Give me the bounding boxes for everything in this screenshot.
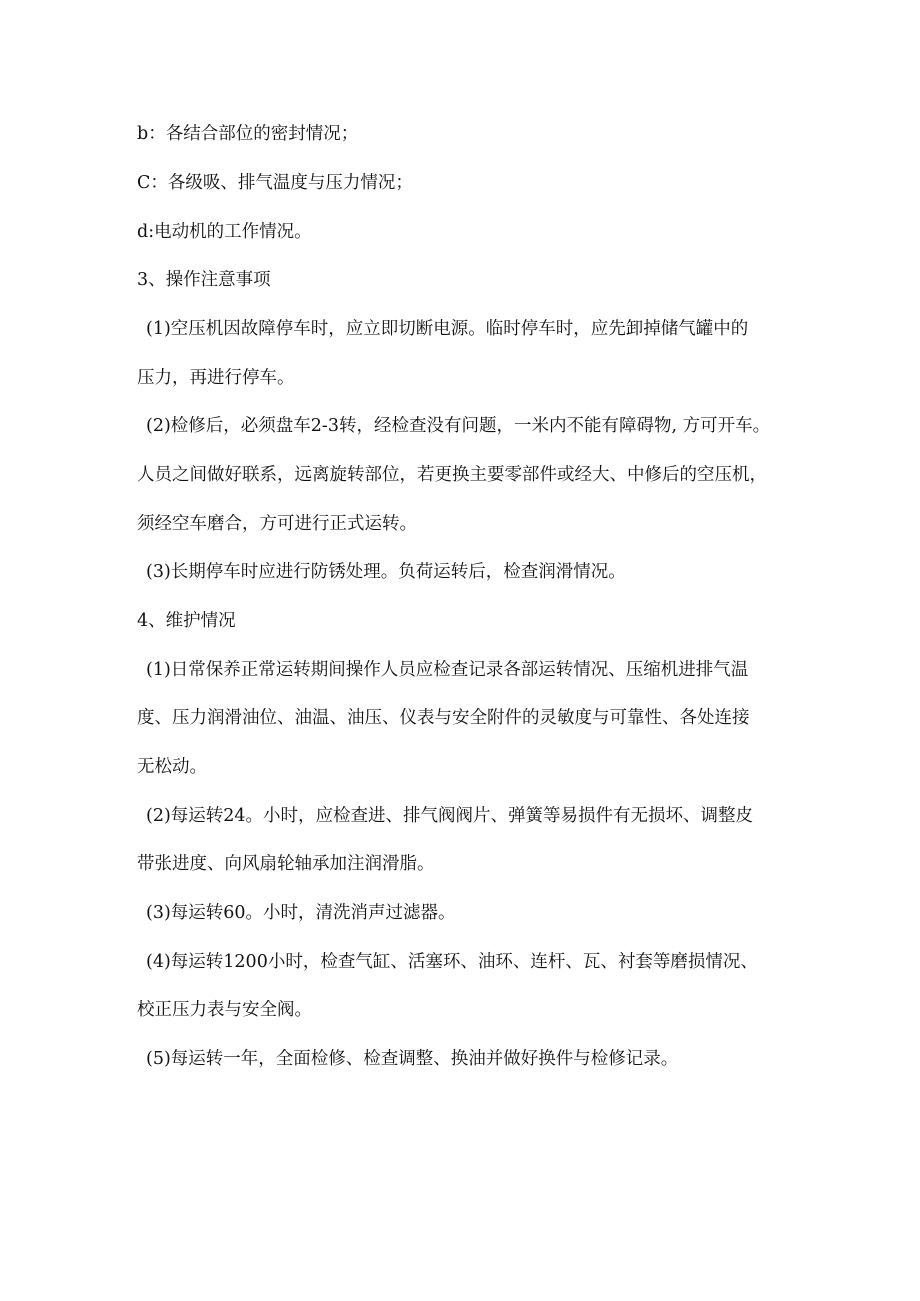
- paragraph-2-line-2: 人员之间做好联系，远离旋转部位，若更换主要零部件或经大、中修后的空压机，: [137, 465, 767, 485]
- paragraph-2-line-3: 须经空车磨合，方可进行正式运转。: [137, 514, 417, 534]
- item-c-temperature-pressure: C：各级吸、排气温度与压力情况；: [137, 173, 413, 193]
- maintenance-5: (5)每运转一年，全面检修、检查调整、换油并做好换件与检修记录。: [146, 1049, 679, 1069]
- section-heading-maintenance: 4、维护情况: [137, 611, 236, 631]
- item-b-seal-check: b：各结合部位的密封情况；: [137, 124, 359, 144]
- paragraph-2-line-1: (2)检修后，必须盘车2-3转，经检查没有问题，一米内不能有障碍物, 方可开车。: [146, 416, 771, 436]
- maintenance-2-line-2: 带张进度、向风扇轮轴承加注润滑脂。: [137, 854, 435, 874]
- maintenance-4-line-2: 校正压力表与安全阀。: [137, 1000, 312, 1020]
- maintenance-2-line-1: (2)每运转24。小时，应检查进、排气阀阀片、弹簧等易损件有无损坏、调整皮: [146, 806, 754, 826]
- maintenance-1-line-2: 度、压力润滑油位、油温、油压、仪表与安全附件的灵敏度与可靠性、各处连接: [137, 708, 750, 728]
- paragraph-1-line-2: 压力，再进行停车。: [137, 368, 295, 388]
- maintenance-4-line-1: (4)每运转1200小时，检查气缸、活塞环、油环、连杆、瓦、衬套等磨损情况、: [146, 952, 758, 972]
- maintenance-1-line-3: 无松动。: [137, 757, 207, 777]
- section-heading-operation-notes: 3、操作注意事项: [137, 270, 271, 290]
- paragraph-1-line-1: (1)空压机因故障停车时，应立即切断电源。临时停车时，应先卸掉储气罐中的: [146, 319, 749, 339]
- maintenance-3: (3)每运转60。小时，清洗消声过滤器。: [146, 903, 456, 923]
- maintenance-1-line-1: (1)日常保养正常运转期间操作人员应检查记录各部运转情况、压缩机进排气温: [146, 660, 749, 680]
- paragraph-3: (3)长期停车时应进行防锈处理。负荷运转后，检查润滑情况。: [146, 562, 626, 582]
- item-d-motor-status: d:电动机的工作情况。: [137, 222, 312, 242]
